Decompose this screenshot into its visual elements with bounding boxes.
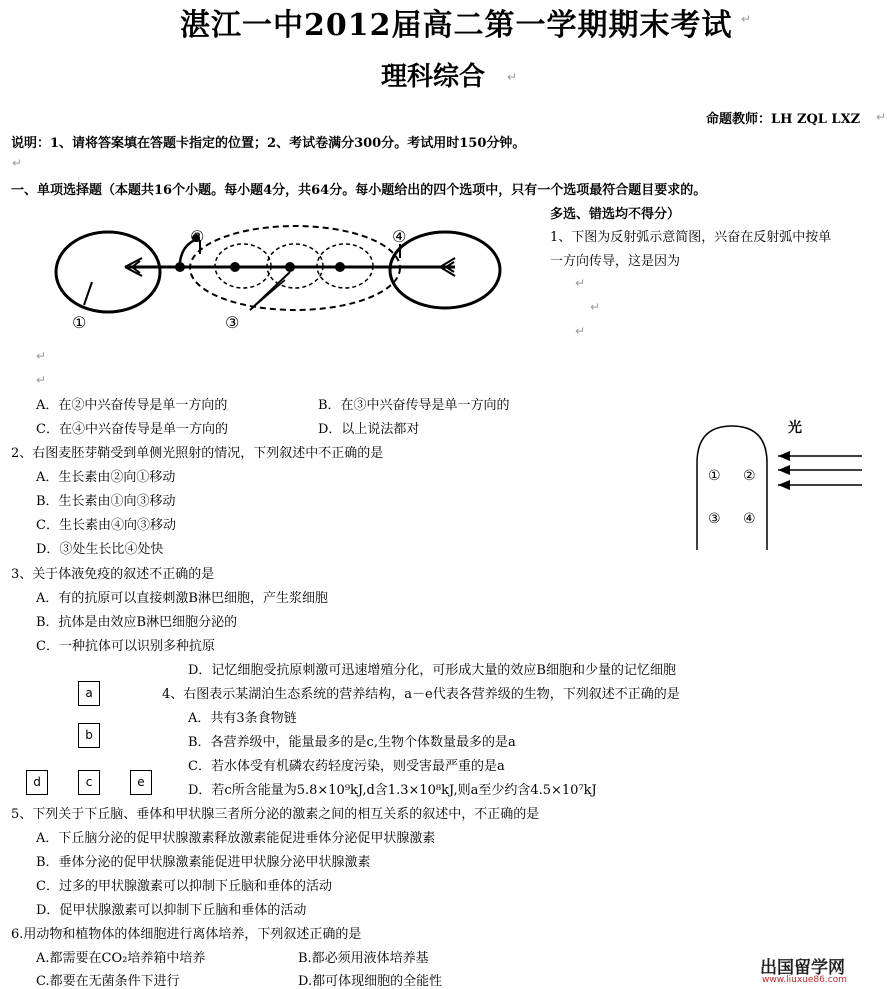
exam-title: 湛江一中2012届高二第一学期期末考试 [180, 8, 733, 43]
exam-instructions: 说明：1、请将答案填在答题卡指定的位置；2、考试卷满分300分。考试用时150分钟。 [11, 136, 526, 151]
q5-option-a: A．下丘脑分泌的促甲状腺激素释放激素能促进垂体分泌促甲状腺激素 [36, 831, 436, 846]
q6-stem: 6.用动物和植物体的体细胞进行离体培养，下列叙述正确的是 [11, 927, 362, 942]
label-3: ③ [225, 313, 240, 332]
q3-option-d: D．记忆细胞受抗原刺激可迅速增殖分化，可形成大量的效应B细胞和少量的记忆细胞 [188, 663, 676, 678]
q6-option-a: A.都需要在CO₂培养箱中培养 [36, 951, 206, 966]
region-2: ② [743, 468, 756, 484]
paragraph-mark: ↵ [590, 300, 601, 314]
q2-stem: 2、右图麦胚芽鞘受到单侧光照射的情况，下列叙述中不正确的是 [11, 446, 384, 461]
q6-option-b: B.都必须用液体培养基 [298, 951, 429, 966]
food-web-node-c: c [78, 770, 100, 795]
food-web-node-b: b [78, 723, 100, 748]
coleoptile-diagram [690, 418, 870, 553]
light-label: 光 [788, 420, 802, 436]
watermark-url: www.liuxue86.com [762, 975, 847, 985]
exam-subtitle: 理科综合 [381, 62, 486, 92]
region-3: ③ [708, 511, 721, 527]
q2-option-d: D．③处生长比④处快 [36, 542, 164, 557]
paragraph-mark: ↵ [575, 324, 586, 338]
q5-stem: 5、下列关于下丘脑、垂体和甲状腺三者所分泌的激素之间的相互关系的叙述中，不正确的是 [11, 807, 540, 822]
section-heading-cont: 多选、错选均不得分） [550, 207, 681, 222]
paragraph-mark: ↵ [575, 276, 586, 290]
q1-option-d: D．以上说法都对 [318, 422, 420, 437]
label-2: ② [190, 227, 205, 246]
region-1: ① [708, 468, 721, 484]
label-1: ① [72, 313, 87, 332]
q3-option-c: C．一种抗体可以识别多种抗原 [36, 639, 215, 654]
q5-option-d: D．促甲状腺激素可以抑制下丘脑和垂体的活动 [36, 903, 307, 918]
food-web-node-e: e [130, 770, 152, 795]
q6-option-c: C.都要在无菌条件下进行 [36, 974, 180, 989]
paragraph-mark: ↵ [876, 110, 887, 124]
q4-stem: 4、右图表示某湖泊生态系统的营养结构，a－e代表各营养级的生物，下列叙述不正确的是 [162, 687, 680, 702]
q2-option-a: A．生长素由②向①移动 [36, 470, 176, 485]
exam-authors: 命题教师：LH ZQL LXZ [706, 112, 861, 127]
paragraph-mark: ↵ [36, 349, 47, 363]
q1-stem-line1: 1、下图为反射弧示意简图，兴奋在反射弧中按单 [550, 230, 832, 245]
q1-stem-line2: 一方向传导，这是因为 [550, 254, 681, 269]
q5-option-c: C．过多的甲状腺激素可以抑制下丘脑和垂体的活动 [36, 879, 332, 894]
q6-option-d: D.都可体现细胞的全能性 [298, 974, 443, 989]
q3-option-a: A．有的抗原可以直接刺激B淋巴细胞，产生浆细胞 [36, 591, 328, 606]
food-web-node-d: d [26, 770, 48, 795]
paragraph-mark: ↵ [12, 156, 23, 170]
watermark-name: 出国留学网 [760, 958, 845, 978]
q3-option-b: B．抗体是由效应B淋巴细胞分泌的 [36, 615, 238, 630]
q4-option-c: C．若水体受有机磷农药轻度污染，则受害最严重的是a [188, 759, 505, 774]
q4-option-a: A．共有3条食物链 [188, 711, 297, 726]
label-4: ④ [392, 227, 407, 246]
q4-option-b: B．各营养级中，能量最多的是c,生物个体数量最多的是a [188, 735, 516, 750]
region-4: ④ [743, 511, 756, 527]
q1-option-c: C．在④中兴奋传导是单一方向的 [36, 422, 228, 437]
paragraph-mark: ↵ [36, 373, 47, 387]
section-heading: 一、单项选择题（本题共16个小题。每小题4分，共64分。每小题给出的四个选项中，只有一个选项最符合题目要求的。 [11, 183, 707, 198]
q4-option-d: D．若c所含能量为5.8×10⁹kJ,d含1.3×10⁸kJ,则a至少约含4.5×10⁷kJ [188, 783, 597, 798]
q5-option-b: B．垂体分泌的促甲状腺激素能促进甲状腺分泌甲状腺激素 [36, 855, 371, 870]
q1-option-b: B．在③中兴奋传导是单一方向的 [318, 398, 510, 413]
q2-option-c: C．生长素由④向③移动 [36, 518, 176, 533]
paragraph-mark: ↵ [741, 12, 752, 26]
q1-option-a: A．在②中兴奋传导是单一方向的 [36, 398, 228, 413]
q3-stem: 3、关于体液免疫的叙述不正确的是 [11, 567, 215, 582]
reflex-arc-diagram [50, 210, 540, 355]
q2-option-b: B．生长素由①向③移动 [36, 494, 176, 509]
food-web-node-a: a [78, 681, 100, 706]
paragraph-mark: ↵ [507, 70, 518, 84]
